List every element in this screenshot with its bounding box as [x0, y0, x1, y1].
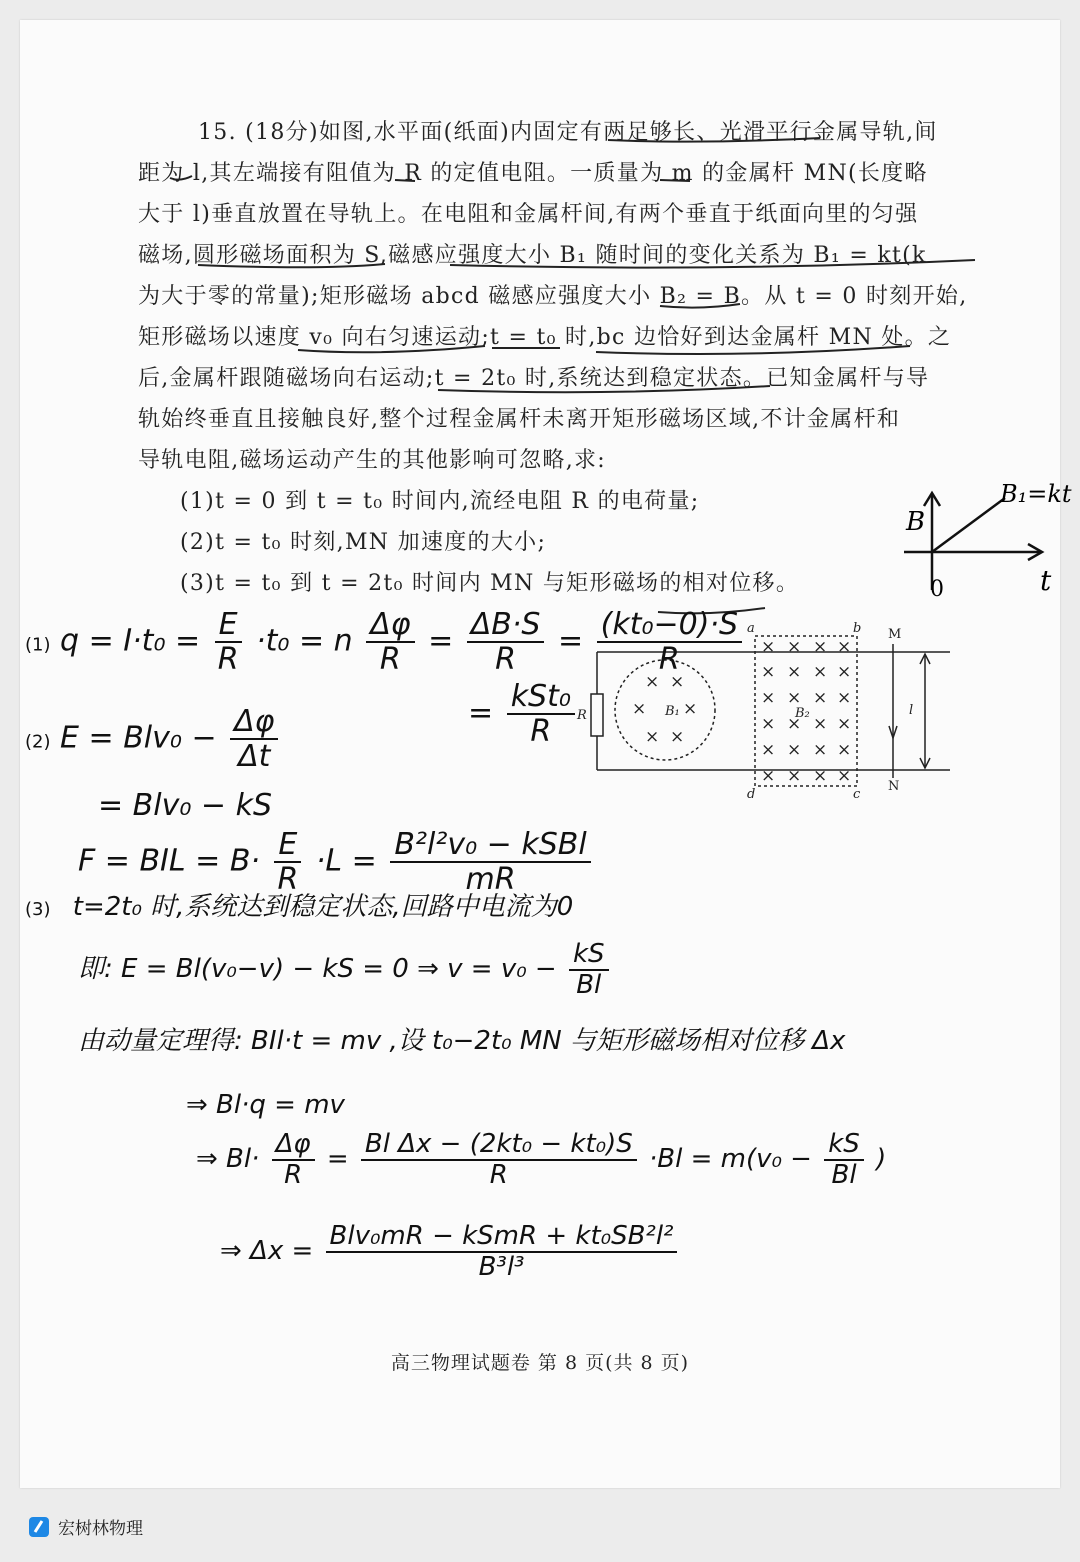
b-t-graph — [890, 460, 1072, 610]
cross-mark: × — [683, 699, 698, 719]
cross-mark: × — [632, 699, 647, 719]
solution-part-1-result: = $\frac{\text{kSt₀}}{R}$ — [468, 680, 579, 748]
cross-mark: × — [837, 662, 852, 682]
brand-name: 宏树林物理 — [58, 1519, 143, 1539]
graph-line-label: B₁=kt — [1000, 480, 1072, 508]
cross-mark: × — [837, 714, 852, 734]
cross-mark: × — [787, 637, 802, 657]
solution-part-3-result: ⇒ Δx = $\frac{\text{Blv₀mR − kSmR + kt₀SB²l²}}{\text{B³l³}}$ — [220, 1222, 681, 1281]
solution-part-2: (2) E = Blv₀ − $\frac{\Delta\varphi}{\Delta t}$ — [25, 705, 282, 773]
brand-watermark — [28, 1514, 143, 1539]
cross-mark: × — [837, 688, 852, 708]
problem-line: 15. (18分)如图,水平面(纸面)内固定有两足够长、光滑平行金属导轨,间 — [198, 120, 938, 145]
cross-mark: × — [761, 662, 776, 682]
corner-label-a: a — [747, 621, 755, 636]
problem-line: 距为 l,其左端接有阻值为 R 的定值电阻。一质量为 m 的金属杆 MN(长度略 — [138, 161, 928, 186]
field-label-b2: B₂ — [795, 706, 810, 721]
solution-part-3-momentum: 由动量定理得: BIl·t = mv ,设 t₀−2t₀ MN 与矩形磁场相对位移 Δx — [78, 1026, 846, 1056]
problem-line: 导轨电阻,磁场运动产生的其他影响可忽略,求: — [138, 448, 606, 473]
cross-mark: × — [787, 740, 802, 760]
cross-mark: × — [761, 740, 776, 760]
cross-mark: × — [837, 766, 852, 786]
corner-label-b: b — [853, 621, 862, 636]
cross-mark: × — [813, 662, 828, 682]
rod-label-n: N — [888, 779, 900, 794]
sub-question-2: (2)t = t₀ 时刻,MN 加速度的大小; — [180, 530, 547, 555]
problem-line: 大于 l)垂直放置在导轨上。在电阻和金属杆间,有两个垂直于纸面向里的匀强 — [138, 202, 919, 227]
cross-mark: × — [837, 740, 852, 760]
problem-line: 磁场,圆形磁场面积为 S,磁感应强度大小 B₁ 随时间的变化关系为 B₁ = kt(k — [138, 243, 927, 268]
exam-page — [20, 20, 1072, 1488]
cross-mark: × — [645, 672, 660, 692]
problem-line: 为大于零的常量);矩形磁场 abcd 磁感应强度大小 B₂ = B。从 t = 0 时刻开始, — [138, 284, 968, 309]
page-footer: 高三物理试题卷 第 8 页(共 8 页) — [390, 1352, 690, 1374]
solution-part-1: (1) q = I·t₀ = $\frac{E}{R}$ ·t₀ = n $\frac{\Delta\varphi}{R}$ = $\frac{\Delta B\cdot S}{R}$ = $\frac{\text{(kt₀−0)·S}}{R}$ — [25, 608, 746, 676]
cross-mark: × — [813, 688, 828, 708]
cross-mark: × — [670, 727, 685, 747]
resistor — [591, 694, 603, 736]
corner-label-c: c — [853, 787, 861, 802]
cross-mark: × — [761, 714, 776, 734]
problem-line: 矩形磁场以速度 v₀ 向右匀速运动;t = t₀ 时,bc 边恰好到达金属杆 MN 处。之 — [138, 325, 952, 350]
problem-line: 轨始终垂直且接触良好,整个过程金属杆未离开矩形磁场区域,不计金属杆和 — [138, 407, 901, 432]
cross-mark: × — [787, 714, 802, 734]
cross-mark: × — [787, 766, 802, 786]
cross-mark: × — [645, 727, 660, 747]
cross-mark: × — [761, 637, 776, 657]
rod-label-m: M — [888, 627, 902, 642]
cross-mark: × — [670, 672, 685, 692]
solution-part-3-intro: (3) t=2t₀ 时,系统达到稳定状态,回路中电流为0 — [25, 892, 574, 922]
cross-mark: × — [813, 637, 828, 657]
resistor-label: R — [577, 708, 587, 723]
brand-logo-icon — [28, 1516, 50, 1538]
cross-mark: × — [813, 766, 828, 786]
solution-part-3-charge: ⇒ Bl·q = mv — [186, 1090, 345, 1120]
solution-part-2-emf: = Blv₀ − kS — [98, 788, 272, 823]
field-label-b1: B₁ — [665, 704, 680, 719]
cross-mark: × — [813, 714, 828, 734]
solution-part-2-force: F = BIL = B· $\frac{E}{R}$ ·L = $\frac{\text{B²l²v₀ − kSBl}}{mR}$ — [78, 828, 595, 896]
corner-label-d: d — [747, 787, 756, 802]
solution-part-3-velocity: 即: E = Bl(v₀−v) − kS = 0 ⇒ v = v₀ − $\frac{kS}{Bl}$ — [78, 940, 613, 999]
problem-line: 后,金属杆跟随磁场向右运动;t = 2t₀ 时,系统达到稳定状态。已知金属杆与导 — [138, 366, 930, 391]
graph-y-label: B — [906, 507, 926, 537]
cross-mark: × — [761, 688, 776, 708]
graph-origin-label: 0 — [930, 577, 944, 602]
sub-question-3: (3)t = t₀ 到 t = 2t₀ 时间内 MN 与矩形磁场的相对位移。 — [180, 571, 800, 596]
sub-question-1: (1)t = 0 到 t = t₀ 时间内,流经电阻 R 的电荷量; — [180, 489, 700, 514]
graph-x-label: t — [1040, 564, 1052, 597]
cross-mark: × — [837, 637, 852, 657]
cross-mark: × — [813, 740, 828, 760]
cross-mark: × — [787, 688, 802, 708]
solution-part-3-equation: ⇒ Bl· $\frac{\Delta\varphi}{R}$ = $\frac{\text{Bl Δx − (2kt₀ − kt₀)S}}{R}$ ·Bl = m(v₀ − $\frac{kS}{Bl}$ ) — [196, 1129, 887, 1190]
cross-mark: × — [787, 662, 802, 682]
cross-mark: × — [761, 766, 776, 786]
rail-spacing-label: l — [909, 703, 914, 718]
